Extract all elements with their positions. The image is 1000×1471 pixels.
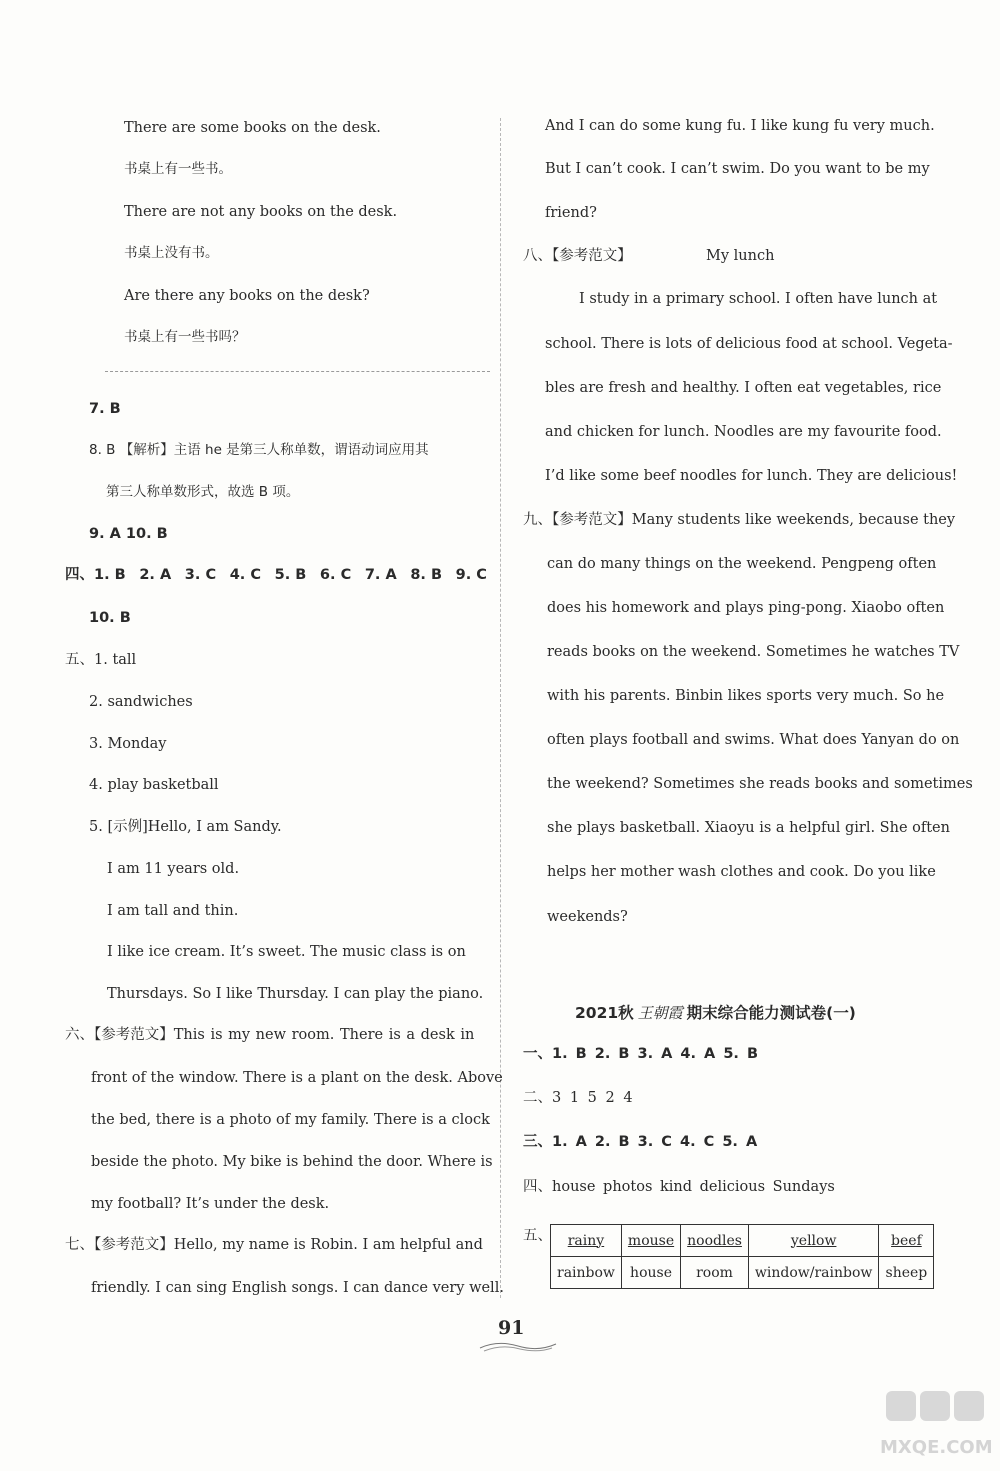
test-title [575, 1001, 856, 1023]
essay-line: weekends? [547, 909, 628, 925]
table-cell: sheep [879, 1257, 934, 1289]
table-cell: room [681, 1257, 749, 1289]
table-cell: beef [879, 1225, 934, 1257]
essay-line: friend? [545, 205, 597, 221]
section-7-essay: 七、【参考范文】Hello, my name is Robin. I am helpful and [65, 1237, 483, 1253]
essay-line: I study in a primary school. I often have lunch at [579, 291, 938, 307]
answer-q8-cont: 第三人称单数形式，故选 B 项。 [106, 484, 300, 500]
section-5-answer-1: 五、1. tall [65, 652, 137, 668]
essay-line: reads books on the weekend. Sometimes he watches TV [547, 644, 960, 660]
essay-line: bles are fresh and healthy. I often eat vegetables, rice [545, 380, 942, 396]
column-divider [500, 118, 501, 1298]
test-answers-2: 二、3 1 5 2 4 [523, 1090, 633, 1106]
table-cell: window/rainbow [748, 1257, 878, 1289]
page-number: 91 [498, 1317, 525, 1339]
watermark-block-icon [886, 1391, 916, 1421]
sentence-translation: 书桌上有一些书吗？ [124, 329, 246, 345]
answer-item: 9. C [455, 567, 487, 583]
answer-q8: 8. B 【解析】主语 he 是第三人称单数，谓语动词应用其 [89, 442, 429, 458]
essay-line: with his parents. Binbin likes sports very much. So he [547, 688, 945, 704]
test-answers-4: 四、house photos kind delicious Sundays [523, 1179, 835, 1195]
answer-q10: 10. B [89, 610, 131, 626]
section-5-answer-4: 4. play basketball [89, 777, 219, 793]
answer-q7: 7. B [89, 401, 121, 417]
section-6-essay: 六、【参考范文】This is my new room. There is a desk in [65, 1027, 475, 1043]
essay-line: often plays football and swims. What does Yanyan do on [547, 732, 960, 748]
section-8-heading: 八、【参考范文】 [523, 248, 632, 264]
answer-item: 2. A [139, 567, 172, 583]
table-cell: rainbow [551, 1257, 622, 1289]
essay-line: the weekend? Sometimes she reads books and sometimes [547, 776, 973, 792]
essay-line: the bed, there is a photo of my family. There is a clock [91, 1112, 490, 1128]
table-cell: noodles [681, 1225, 749, 1257]
table-cell: rainy [551, 1225, 622, 1257]
essay-line: my football? It’s under the desk. [91, 1196, 330, 1212]
test-title-name: 期末综合能力测试卷(一) [686, 1004, 856, 1022]
sentence-line: Are there any books on the desk? [124, 288, 370, 304]
sentence-translation: 书桌上没有书。 [124, 245, 219, 261]
answer-item: 3. C [184, 567, 217, 583]
essay-line: helps her mother wash clothes and cook. Do you like [547, 864, 936, 880]
essay-line: I like ice cream. It’s sweet. The music class is on [107, 944, 466, 960]
essay-line: front of the window. There is a plant on the desk. Above [91, 1070, 503, 1086]
table-cell: house [621, 1257, 680, 1289]
dotted-separator [105, 371, 490, 372]
sentence-translation: 书桌上有一些书。 [124, 161, 232, 177]
section-5-answer-3: 3. Monday [89, 736, 167, 752]
watermark-text: MXQE.COM [880, 1437, 993, 1458]
essay-title: My lunch [706, 248, 775, 264]
page-ornament-icon [478, 1338, 558, 1354]
answer-item: 7. A [364, 567, 397, 583]
answer-item: 5. B [274, 567, 307, 583]
answer-item: 4. C [229, 567, 261, 583]
section-5-answer-5: 5. [示例]Hello, I am Sandy. [89, 819, 282, 835]
essay-line: can do many things on the weekend. Pengpeng often [547, 556, 937, 572]
sentence-line: There are not any books on the desk. [124, 204, 398, 220]
essay-line: friendly. I can sing English songs. I can dance very well. [91, 1280, 504, 1296]
sentence-line: There are some books on the desk. [124, 120, 381, 136]
essay-line: school. There is lots of delicious food at school. Vegeta- [545, 336, 953, 352]
section-9-essay: 九、【参考范文】Many students like weekends, because they [523, 512, 956, 528]
section-4-answers [65, 568, 487, 583]
word-table [550, 1224, 934, 1289]
answer-item: 8. B [410, 567, 443, 583]
section-5-answer-2: 2. sandwiches [89, 694, 193, 710]
answer-q9-q10: 9. A 10. B [89, 526, 168, 542]
essay-line: I’d like some beef noodles for lunch. They are delicious! [545, 468, 958, 484]
table-cell: mouse [621, 1225, 680, 1257]
watermark-logo [880, 1385, 993, 1458]
table-row [551, 1225, 934, 1257]
watermark-block-icon [920, 1391, 950, 1421]
test-title-year: 2021秋 [575, 1004, 634, 1022]
essay-line: Thursdays. So I like Thursday. I can play the piano. [107, 986, 484, 1002]
answer-item: 6. C [319, 567, 352, 583]
essay-line: But I can’t cook. I can’t swim. Do you want to be my [545, 161, 930, 177]
essay-line: beside the photo. My bike is behind the door. Where is [91, 1154, 493, 1170]
test-answers-1: 一、1. B 2. B 3. A 4. A 5. B [523, 1046, 759, 1062]
table-row [551, 1257, 934, 1289]
brand-logo-text: 王朝霞 [637, 1004, 683, 1022]
answer-item: 四、1. B [65, 567, 126, 583]
essay-line: And I can do some kung fu. I like kung fu very much. [545, 118, 935, 134]
essay-line: and chicken for lunch. Noodles are my favourite food. [545, 424, 942, 440]
essay-line: does his homework and plays ping-pong. Xiaobo often [547, 600, 945, 616]
table-cell: yellow [748, 1225, 878, 1257]
essay-line: I am tall and thin. [107, 903, 239, 919]
watermark-block-icon [954, 1391, 984, 1421]
essay-line: she plays basketball. Xiaoyu is a helpful girl. She often [547, 820, 950, 836]
essay-line: I am 11 years old. [107, 861, 240, 877]
test-answers-3: 三、1. A 2. B 3. C 4. C 5. A [523, 1134, 758, 1150]
test-answers-5-label: 五、 [523, 1228, 552, 1244]
